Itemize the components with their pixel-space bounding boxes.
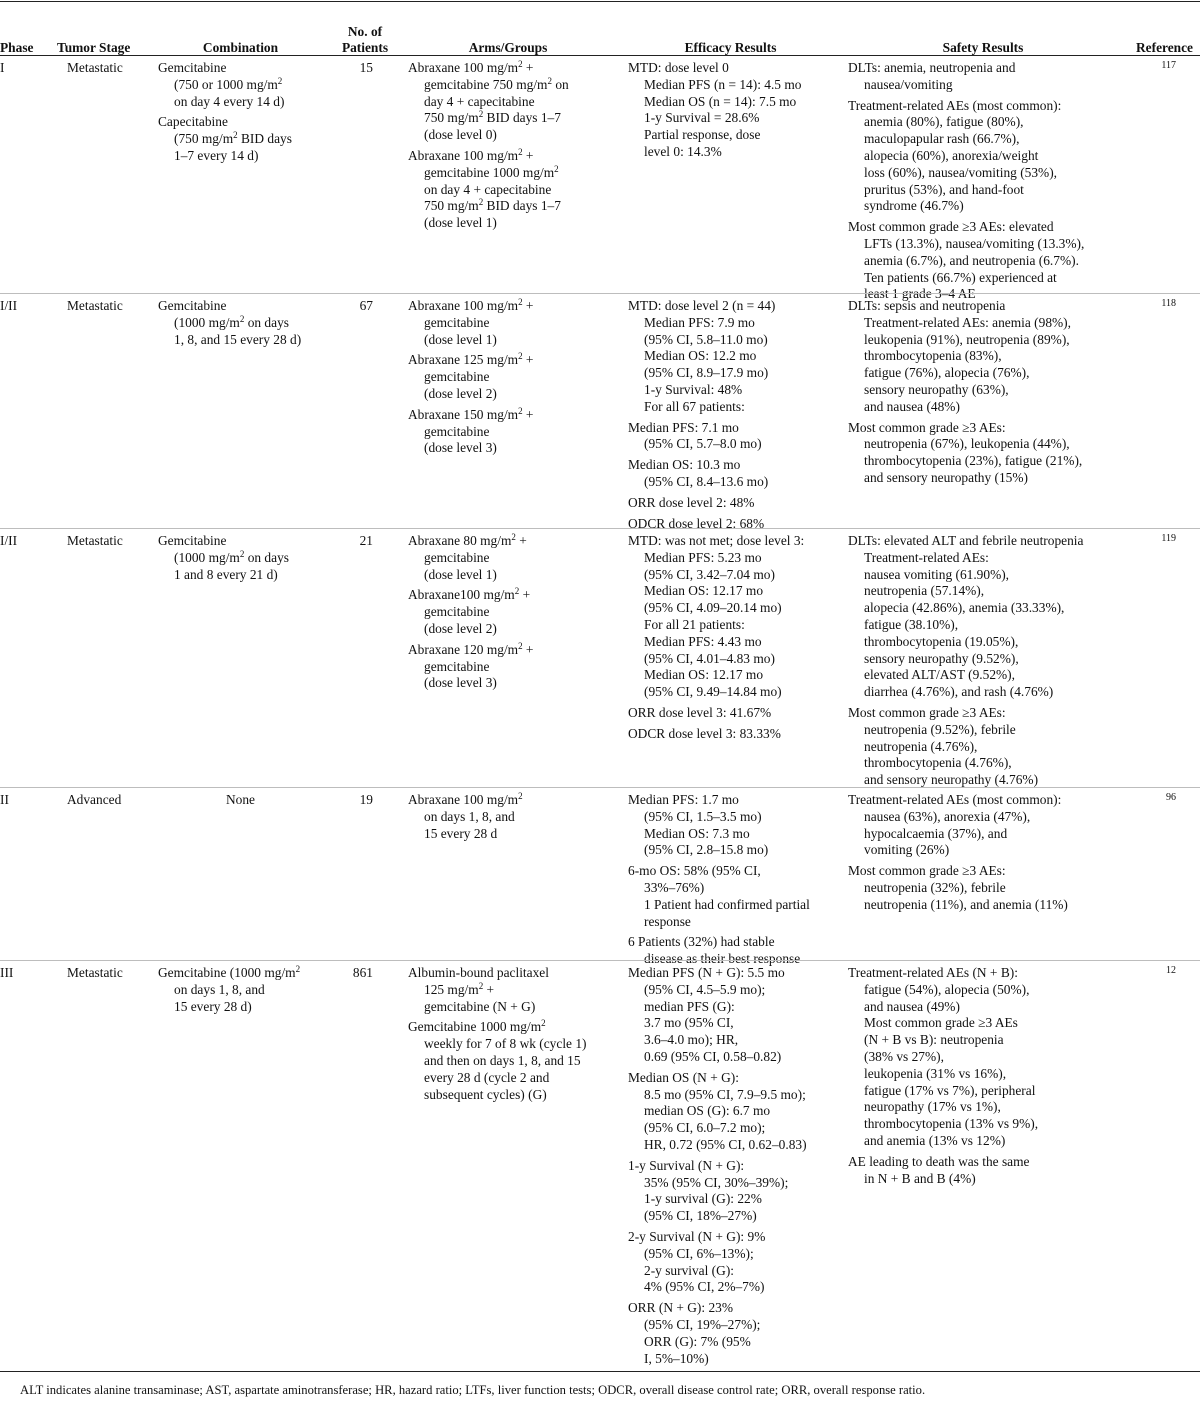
text-line: Abraxane 100 $mg/m^2$ + bbox=[408, 59, 534, 75]
arm-item bbox=[408, 965, 608, 1015]
text-line: Median PFS: 4.43 mo bbox=[644, 633, 762, 649]
cell-combination bbox=[158, 965, 328, 1015]
cell-safety bbox=[848, 792, 1128, 914]
text-line: gemcitabine bbox=[424, 423, 490, 439]
text-line: (dose level 2) bbox=[424, 620, 497, 636]
text-line: and nausea (48%) bbox=[864, 398, 960, 414]
text-line: day 4 + capecitabine bbox=[424, 93, 535, 109]
text-line: (dose level 2) bbox=[424, 385, 497, 401]
cell-safety bbox=[848, 965, 1128, 1187]
text-line: level 0: 14.3% bbox=[644, 143, 722, 159]
cell-arms bbox=[408, 298, 608, 457]
text-line: Gemcitabine (1000 $mg/m^2$ bbox=[158, 964, 301, 980]
text-line: alopecia (42.86%), anemia (33.33%), bbox=[864, 600, 1065, 616]
text-line: Median PFS (N + G): 5.5 mo bbox=[628, 965, 785, 980]
cell-safety bbox=[848, 298, 1128, 487]
text-line: 6-mo OS: 58% (95% CI, bbox=[628, 863, 761, 879]
arm-item bbox=[408, 298, 608, 348]
cell-tumor-stage: Metastatic bbox=[67, 965, 123, 980]
text-line: gemcitabine bbox=[424, 369, 490, 385]
text-line: ORR dose level 3: 41.67% bbox=[628, 704, 772, 720]
cell-reference: 119 bbox=[1161, 533, 1176, 544]
text-line: DLTs: sepsis and neutropenia bbox=[848, 298, 1006, 313]
combination-item bbox=[158, 298, 328, 348]
text-line: thrombocytopenia (13% vs 9%), bbox=[864, 1116, 1039, 1132]
text-line: (dose level 1) bbox=[424, 215, 497, 231]
cell-tumor-stage: Advanced bbox=[67, 792, 122, 807]
row-divider bbox=[0, 528, 1200, 529]
efficacy-item bbox=[628, 965, 838, 1066]
safety-item bbox=[848, 98, 1128, 216]
safety-item bbox=[848, 60, 1128, 94]
safety-item bbox=[848, 219, 1128, 303]
text-line: 2-y Survival (N + G): 9% bbox=[628, 1228, 766, 1244]
cell-tumor-stage: Metastatic bbox=[67, 298, 123, 313]
text-line: LFTs (13.3%), nausea/vomiting (13.3%), bbox=[864, 235, 1085, 251]
text-line: (95% CI, 2.8–15.8 mo) bbox=[644, 842, 769, 858]
text-line: (95% CI, 8.9–17.9 mo) bbox=[644, 365, 769, 381]
text-line: (95% CI, 8.4–13.6 mo) bbox=[644, 473, 769, 489]
text-line: gemcitabine bbox=[424, 604, 490, 620]
text-line: 15 every 28 d) bbox=[174, 998, 252, 1014]
text-line: thrombocytopenia (23%), fatigue (21%), bbox=[864, 453, 1083, 469]
text-line: 35% (95% CI, 30%–39%); bbox=[644, 1174, 789, 1190]
row-divider bbox=[0, 787, 1200, 788]
cell-patients: 19 bbox=[359, 792, 373, 807]
efficacy-item bbox=[628, 60, 838, 161]
text-line: leukopenia (31% vs 16%), bbox=[864, 1065, 1007, 1081]
text-line: Most common grade ≥3 AEs: bbox=[848, 704, 1006, 720]
text-line: gemcitabine bbox=[424, 658, 490, 674]
cell-safety bbox=[848, 533, 1128, 789]
cell-combination bbox=[158, 60, 328, 165]
text-line: on days 1, 8, and bbox=[424, 808, 515, 824]
text-line: For all 21 patients: bbox=[644, 616, 745, 632]
text-line: diarrhea (4.76%), and rash (4.76%) bbox=[864, 684, 1054, 700]
cell-tumor-stage: Metastatic bbox=[67, 533, 123, 548]
text-line: neutropenia (67%), leukopenia (44%), bbox=[864, 436, 1070, 452]
efficacy-item bbox=[628, 516, 838, 533]
text-line: Median OS: 7.3 mo bbox=[644, 825, 750, 841]
table-footnote: ALT indicates alanine transaminase; AST, aspartate aminotransferase; HR, hazard ratio; LTFs, liver function tests; ODCR, overall disease control rate; ORR, overall response ratio. bbox=[20, 1383, 926, 1397]
text-line: (dose level 1) bbox=[424, 331, 497, 347]
efficacy-item bbox=[628, 1300, 838, 1367]
cell-patients: 861 bbox=[352, 965, 373, 980]
cell-phase: II bbox=[0, 792, 9, 807]
text-line: (1000 $mg/m^2$ on days bbox=[174, 313, 289, 330]
text-line: Ten patients (66.7%) experienced at bbox=[864, 269, 1057, 285]
efficacy-item bbox=[628, 726, 838, 743]
text-line: Median OS: 12.17 mo bbox=[644, 583, 764, 599]
cell-patients: 15 bbox=[359, 60, 373, 75]
efficacy-item bbox=[628, 298, 838, 416]
text-line: hypocalcaemia (37%), and bbox=[864, 825, 1008, 841]
text-line: vomiting (26%) bbox=[864, 842, 950, 858]
text-line: Abraxane 80 $mg/m^2$ + bbox=[408, 532, 527, 548]
text-line: gemcitabine bbox=[424, 314, 490, 330]
arm-item bbox=[408, 407, 608, 457]
combination-item bbox=[158, 533, 328, 583]
text-line: ODCR dose level 3: 83.33% bbox=[628, 725, 781, 741]
text-line: 1-y Survival = 28.6% bbox=[644, 110, 760, 126]
text-line: Albumin-bound paclitaxel bbox=[408, 965, 549, 980]
text-line: (95% CI, 6%–13%); bbox=[644, 1245, 754, 1261]
text-line: and anemia (13% vs 12%) bbox=[864, 1132, 1006, 1148]
text-line: Treatment-related AEs (most common): bbox=[848, 97, 1062, 113]
cell-phase: I/II bbox=[0, 533, 18, 548]
arm-item bbox=[408, 60, 608, 144]
cell-efficacy bbox=[628, 533, 838, 743]
cell-reference: 117 bbox=[1161, 60, 1176, 71]
text-line: subsequent cycles) (G) bbox=[424, 1086, 547, 1102]
text-line: Abraxane 100 $mg/m^2$ + bbox=[408, 297, 534, 313]
text-line: Treatment-related AEs: anemia (98%), bbox=[864, 314, 1071, 330]
text-line: For all 67 patients: bbox=[644, 398, 745, 414]
header-combination: Combination bbox=[202, 40, 279, 55]
text-line: gemcitabine 1000 $mg/m^2$ bbox=[424, 163, 559, 180]
text-line: ORR (N + G): 23% bbox=[628, 1300, 734, 1316]
cell-arms bbox=[408, 792, 608, 842]
text-line: AE leading to death was the same bbox=[848, 1153, 1030, 1169]
text-line: 750 $mg/m^2$ BID days 1–7 bbox=[424, 109, 561, 126]
text-line: elevated ALT/AST (9.52%), bbox=[864, 667, 1015, 683]
text-line: neutropenia (11%), and anemia (11%) bbox=[864, 896, 1068, 912]
text-line: median PFS (G): bbox=[644, 998, 735, 1014]
text-line: (95% CI, 5.8–11.0 mo) bbox=[644, 331, 768, 347]
text-line: (750 or 1000 $mg/m^2$ bbox=[174, 75, 283, 92]
efficacy-item bbox=[628, 457, 838, 491]
text-line: (dose level 1) bbox=[424, 566, 497, 582]
text-line: Median OS: 12.2 mo bbox=[644, 348, 757, 364]
text-line: Gemcitabine 1000 $mg/m^2$ bbox=[408, 1018, 546, 1035]
header-reference: Reference bbox=[1136, 40, 1193, 55]
text-line: (38% vs 27%), bbox=[864, 1048, 944, 1064]
header-safety-results: Safety Results bbox=[942, 40, 1024, 55]
efficacy-item bbox=[628, 495, 838, 512]
text-line: least 1 grade 3–4 AE bbox=[864, 286, 976, 302]
text-line: gemcitabine 750 $mg/m^2$ on bbox=[424, 75, 569, 92]
cell-combination bbox=[158, 533, 328, 583]
cell-safety bbox=[848, 60, 1128, 303]
text-line: 1-y Survival (N + G): bbox=[628, 1157, 745, 1173]
text-line: 1–7 every 14 d) bbox=[174, 147, 259, 163]
safety-item bbox=[848, 420, 1128, 487]
text-line: (N + B vs B): neutropenia bbox=[864, 1032, 1004, 1048]
table-bottom-rule bbox=[0, 1371, 1200, 1372]
arm-item bbox=[408, 587, 608, 637]
text-line: Median OS (N + G): bbox=[628, 1069, 739, 1085]
text-line: and sensory neuropathy (15%) bbox=[864, 469, 1028, 485]
header-no-of-patients: No. of Patients bbox=[341, 24, 389, 55]
text-line: (1000 $mg/m^2$ on days bbox=[174, 548, 289, 565]
row-divider bbox=[0, 960, 1200, 961]
text-line: (95% CI, 3.42–7.04 mo) bbox=[644, 566, 775, 582]
efficacy-item bbox=[628, 1158, 838, 1225]
text-line: and nausea (49%) bbox=[864, 998, 960, 1014]
text-line: on days 1, 8, and bbox=[174, 981, 265, 997]
text-line: 6 Patients (32%) had stable bbox=[628, 934, 775, 950]
text-line: MTD: was not met; dose level 3: bbox=[628, 533, 805, 548]
text-line: ORR (G): 7% (95% bbox=[644, 1333, 751, 1349]
text-line: nausea vomiting (61.90%), bbox=[864, 566, 1010, 582]
text-line: Gemcitabine bbox=[158, 533, 227, 548]
text-line: 3.7 mo (95% CI, bbox=[644, 1015, 734, 1031]
text-line: Median PFS: 7.9 mo bbox=[644, 314, 755, 330]
cell-phase: III bbox=[0, 965, 14, 980]
text-line: Treatment-related AEs (most common): bbox=[848, 792, 1062, 807]
header-rule bbox=[0, 55, 1200, 56]
cell-reference: 118 bbox=[1161, 298, 1176, 309]
text-line: maculopapular rash (66.7%), bbox=[864, 131, 1020, 147]
text-line: 125 $mg/m^2$ + bbox=[424, 980, 495, 997]
text-line: Abraxane 100 $mg/m^2$ bbox=[408, 791, 523, 807]
text-line: (95% CI, 6.0–7.2 mo); bbox=[644, 1120, 766, 1136]
text-line: and sensory neuropathy (4.76%) bbox=[864, 772, 1039, 788]
text-line: 1 and 8 every 21 d) bbox=[174, 566, 278, 582]
header-phase: Phase bbox=[0, 40, 34, 55]
text-line: MTD: dose level 0 bbox=[628, 60, 729, 75]
text-line: HR, 0.72 (95% CI, 0.62–0.83) bbox=[644, 1136, 807, 1152]
text-line: (95% CI, 5.7–8.0 mo) bbox=[644, 436, 762, 452]
text-line: pruritus (53%), and hand-foot bbox=[864, 181, 1024, 197]
text-line: Median PFS: 5.23 mo bbox=[644, 549, 762, 565]
text-line: fatigue (38.10%), bbox=[864, 616, 959, 632]
text-line: anemia (6.7%), and neutropenia (6.7%). bbox=[864, 252, 1079, 268]
efficacy-item bbox=[628, 533, 838, 701]
text-line: loss (60%), nausea/vomiting (53%), bbox=[864, 164, 1058, 180]
text-line: 33%–76%) bbox=[644, 879, 705, 895]
cell-phase: I/II bbox=[0, 298, 18, 313]
cell-efficacy bbox=[628, 60, 838, 161]
text-line: Abraxane 100 $mg/m^2$ + bbox=[408, 146, 534, 163]
text-line: (95% CI, 4.01–4.83 mo) bbox=[644, 650, 775, 666]
text-line: Abraxane 120 $mg/m^2$ + bbox=[408, 640, 534, 657]
text-line: (95% CI, 19%–27%); bbox=[644, 1316, 761, 1332]
cell-phase: I bbox=[0, 60, 5, 75]
text-line: syndrome (46.7%) bbox=[864, 198, 964, 214]
text-line: neutropenia (9.52%), febrile bbox=[864, 721, 1016, 737]
text-line: Most common grade ≥3 AEs: bbox=[848, 419, 1006, 435]
text-line: 0.69 (95% CI, 0.58–0.82) bbox=[644, 1048, 782, 1064]
text-line: Most common grade ≥3 AEs: bbox=[848, 863, 1006, 879]
text-line: (750 $mg/m^2$ BID days bbox=[174, 130, 292, 147]
text-line: nausea (63%), anorexia (47%), bbox=[864, 808, 1031, 824]
safety-item bbox=[848, 533, 1128, 701]
text-line: on day 4 every 14 d) bbox=[174, 93, 285, 109]
text-line: 1-y Survival: 48% bbox=[644, 381, 743, 397]
text-line: Abraxane 125 $mg/m^2$ + bbox=[408, 351, 534, 368]
text-line: Gemcitabine bbox=[158, 60, 227, 75]
text-line: 1 Patient had confirmed partial bbox=[644, 896, 810, 912]
text-line: Median OS: 10.3 mo bbox=[628, 457, 741, 473]
text-line: thrombocytopenia (19.05%), bbox=[864, 633, 1019, 649]
cell-efficacy bbox=[628, 965, 838, 1367]
text-line: (dose level 0) bbox=[424, 127, 497, 143]
safety-item bbox=[848, 705, 1128, 789]
cell-reference: 12 bbox=[1166, 965, 1176, 976]
text-line: weekly for 7 of 8 wk (cycle 1) bbox=[424, 1036, 587, 1052]
header-tumor-stage: Tumor Stage bbox=[57, 40, 131, 55]
cell-combination: None bbox=[225, 792, 255, 807]
text-line: 1, 8, and 15 every 28 d) bbox=[174, 331, 302, 347]
text-line: DLTs: anemia, neutropenia and bbox=[848, 60, 1016, 75]
text-line: Median PFS: 1.7 mo bbox=[628, 792, 739, 807]
text-line: 8.5 mo (95% CI, 7.9–9.5 mo); bbox=[644, 1086, 806, 1102]
text-line: Abraxane100 $mg/m^2$ + bbox=[408, 586, 531, 603]
text-line: Abraxane 150 $mg/m^2$ + bbox=[408, 405, 534, 422]
text-line: (95% CI, 18%–27%) bbox=[644, 1208, 757, 1224]
cell-reference: 96 bbox=[1166, 792, 1176, 803]
text-line: median OS (G): 6.7 mo bbox=[644, 1103, 771, 1119]
text-line: sensory neuropathy (63%), bbox=[864, 381, 1009, 397]
text-line: Gemcitabine bbox=[158, 298, 227, 313]
text-line: fatigue (76%), alopecia (76%), bbox=[864, 365, 1030, 381]
text-line: Most common grade ≥3 AEs bbox=[864, 1015, 1018, 1031]
arm-item bbox=[408, 1019, 608, 1103]
header-efficacy-results: Efficacy Results bbox=[684, 40, 777, 55]
cell-patients: 67 bbox=[359, 298, 373, 313]
text-line: DLTs: elevated ALT and febrile neutropenia bbox=[848, 533, 1084, 548]
text-line: thrombocytopenia (83%), bbox=[864, 348, 1002, 364]
text-line: in N + B and B (4%) bbox=[864, 1170, 976, 1186]
text-line: and then on days 1, 8, and 15 bbox=[424, 1052, 581, 1068]
table-top-rule bbox=[0, 1, 1200, 2]
safety-item bbox=[848, 863, 1128, 913]
text-line: every 28 d (cycle 2 and bbox=[424, 1069, 550, 1085]
text-line: fatigue (54%), alopecia (50%), bbox=[864, 981, 1030, 997]
text-line: Treatment-related AEs (N + B): bbox=[848, 965, 1018, 980]
efficacy-item bbox=[628, 705, 838, 722]
text-line: I, 5%–10%) bbox=[644, 1350, 709, 1366]
text-line: neutropenia (32%), febrile bbox=[864, 879, 1006, 895]
text-line: (dose level 3) bbox=[424, 440, 497, 456]
combination-item bbox=[158, 60, 328, 110]
text-line: gemcitabine (N + G) bbox=[424, 998, 536, 1014]
text-line: (95% CI, 4.09–20.14 mo) bbox=[644, 600, 782, 616]
cell-efficacy bbox=[628, 298, 838, 532]
cell-arms bbox=[408, 60, 608, 232]
cell-arms bbox=[408, 965, 608, 1103]
combination-item bbox=[158, 114, 328, 164]
text-line: (95% CI, 9.49–14.84 mo) bbox=[644, 684, 782, 700]
text-line: 3.6–4.0 mo); HR, bbox=[644, 1032, 739, 1048]
cell-patients: 21 bbox=[359, 533, 373, 548]
safety-item bbox=[848, 1154, 1128, 1188]
efficacy-item bbox=[628, 420, 838, 454]
text-line: on day 4 + capecitabine bbox=[424, 181, 552, 197]
arm-item bbox=[408, 352, 608, 402]
text-line: nausea/vomiting bbox=[864, 76, 953, 92]
text-line: 15 every 28 d bbox=[424, 825, 498, 841]
text-line: neutropenia (57.14%), bbox=[864, 583, 985, 599]
safety-item bbox=[848, 965, 1128, 1150]
combination-item bbox=[158, 965, 328, 1015]
cell-arms bbox=[408, 533, 608, 692]
efficacy-item bbox=[628, 863, 838, 930]
text-line: neuropathy (17% vs 1%), bbox=[864, 1099, 1001, 1115]
text-line: MTD: dose level 2 (n = 44) bbox=[628, 298, 776, 313]
text-line: Median PFS: 7.1 mo bbox=[628, 419, 739, 435]
text-line: fatigue (17% vs 7%), peripheral bbox=[864, 1082, 1036, 1098]
text-line: gemcitabine bbox=[424, 549, 490, 565]
header-arms-groups: Arms/Groups bbox=[468, 40, 548, 55]
text-line: Median OS: 12.17 mo bbox=[644, 667, 764, 683]
safety-item bbox=[848, 298, 1128, 416]
text-line: (95% CI, 1.5–3.5 mo) bbox=[644, 808, 762, 824]
text-line: anemia (80%), fatigue (80%), bbox=[864, 114, 1024, 130]
text-line: 1-y survival (G): 22% bbox=[644, 1191, 762, 1207]
cell-tumor-stage: Metastatic bbox=[67, 60, 123, 75]
text-line: alopecia (60%), anorexia/weight bbox=[864, 147, 1039, 163]
text-line: Partial response, dose bbox=[644, 127, 761, 143]
arm-item bbox=[408, 642, 608, 692]
text-line: leukopenia (91%), neutropenia (89%), bbox=[864, 331, 1070, 347]
text-line: neutropenia (4.76%), bbox=[864, 738, 978, 754]
text-line: response bbox=[644, 913, 691, 929]
text-line: (dose level 3) bbox=[424, 675, 497, 691]
text-line: Most common grade ≥3 AEs: elevated bbox=[848, 219, 1054, 235]
cell-efficacy bbox=[628, 792, 838, 968]
row-divider bbox=[0, 293, 1200, 294]
text-line: Median OS (n = 14): 7.5 mo bbox=[644, 93, 797, 109]
efficacy-item bbox=[628, 1070, 838, 1154]
safety-item bbox=[848, 792, 1128, 859]
text-line: 2-y survival (G): bbox=[644, 1262, 734, 1278]
text-line: 750 $mg/m^2$ BID days 1–7 bbox=[424, 197, 561, 214]
efficacy-item bbox=[628, 934, 838, 968]
arm-item bbox=[408, 533, 608, 583]
arm-item bbox=[408, 792, 608, 842]
efficacy-item bbox=[628, 792, 838, 859]
text-line: Median PFS (n = 14): 4.5 mo bbox=[644, 76, 802, 92]
text-line: Capecitabine bbox=[158, 114, 228, 130]
cell-combination bbox=[158, 298, 328, 348]
text-line: ODCR dose level 2: 68% bbox=[628, 515, 765, 531]
arm-item bbox=[408, 148, 608, 232]
efficacy-item bbox=[628, 1229, 838, 1296]
text-line: 4% (95% CI, 2%–7%) bbox=[644, 1279, 765, 1295]
text-line: ORR dose level 2: 48% bbox=[628, 494, 755, 510]
text-line: sensory neuropathy (9.52%), bbox=[864, 650, 1019, 666]
text-line: Treatment-related AEs: bbox=[864, 549, 989, 565]
text-line: (95% CI, 4.5–5.9 mo); bbox=[644, 981, 766, 997]
text-line: thrombocytopenia (4.76%), bbox=[864, 755, 1012, 771]
text-line: disease as their best response bbox=[644, 951, 801, 967]
